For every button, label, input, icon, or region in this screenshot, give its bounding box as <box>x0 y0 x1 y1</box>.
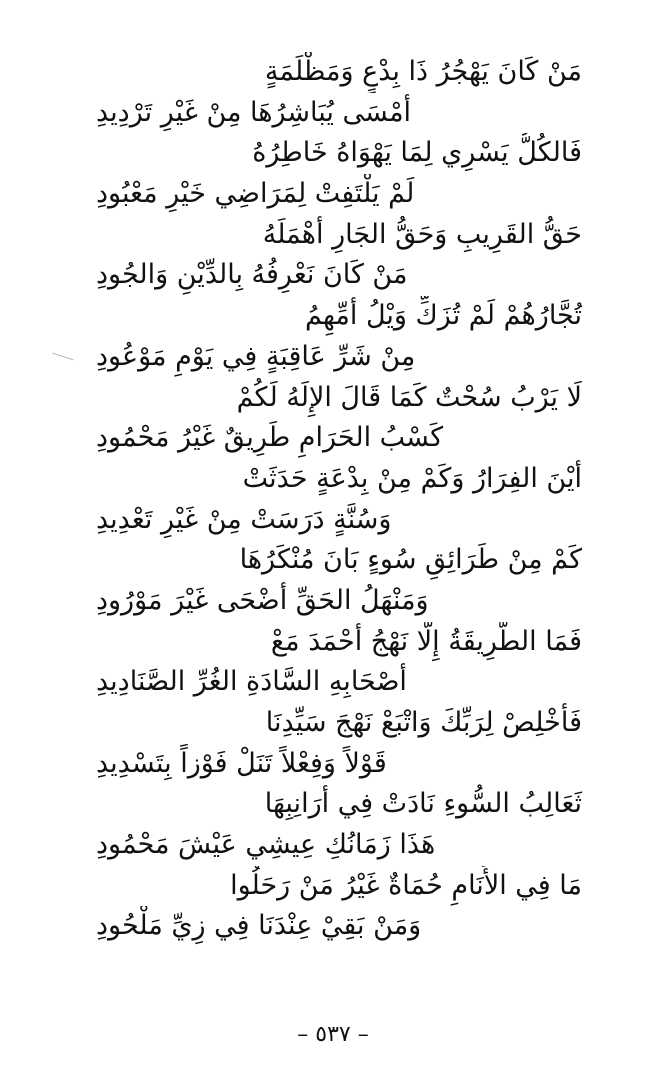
verse-line-18: قَوْلاً وَفِعْلاً تَنَلْ فَوْزاً بِتَسْدِيدِ <box>96 747 387 779</box>
verse-line-8: مِنْ شَرِّ عَاقِبَةٍ فِي يَوْمِ مَوْعُودِ <box>96 340 416 372</box>
verse-line-3: فَالكُلُّ يَسْرِي لِمَا يَهْوَاهُ خَاطِرُهُ <box>252 137 582 169</box>
page-number: – ٥٣٧ – <box>297 1022 369 1047</box>
verse-line-11: أَيْنَ الفِرَارُ وَكَمْ مِنْ بِدْعَةٍ حَدَثَتْ <box>242 462 582 494</box>
verse-line-19: ثَعَالِبُ السُّوءِ نَادَتْ فِي أَرَانِبِهَا <box>264 788 582 820</box>
verse-line-13: كَمْ مِنْ طَرَائِقِ سُوءٍ بَانَ مُنْكَرُهَا <box>239 544 582 576</box>
verse-line-10: كَسْبُ الحَرَامِ طَرِيقٌ غَيْرُ مَحْمُودِ <box>96 422 444 454</box>
margin-tick-mark <box>52 353 73 361</box>
verse-line-15: فَمَا الطَّرِيقَةُ إِلَّا نَهْجُ أَحْمَدَ مَعْ <box>270 625 582 657</box>
verse-line-14: وَمَنْهَلُ الحَقِّ أَضْحَى غَيْرَ مَوْرُودِ <box>96 584 429 616</box>
verse-line-12: وَسُنَّةٍ دَرَسَتْ مِنْ غَيْرِ تَعْدِيدِ <box>96 503 392 535</box>
verse-line-1: مَنْ كَانَ يَهْجُرُ ذَا بِدْعٍ وَمَظْلَمَةٍ <box>264 56 582 87</box>
poem-verses <box>90 52 590 947</box>
verse-line-2: أَمْسَى يُبَاشِرُهَا مِنْ غَيْرِ تَرْدِيدِ <box>96 96 412 128</box>
verse-line-9: لَا يَرْبُ سُحْتٌ كَمَا قَالَ الإِلَهُ لَكُمْ <box>236 381 582 413</box>
verse-line-4: لَمْ يَلْتَفِتْ لِمَرَاضِي خَيْرِ مَعْبُودِ <box>96 178 415 210</box>
verse-line-22: وَمَنْ بَقِيْ عِنْدَنَا فِي زِيِّ مَلْحُودِ <box>96 910 422 942</box>
verse-line-20: هَذَا زَمَانُكِ عِيشِي عَيْشَ مَحْمُودِ <box>96 829 436 861</box>
verse-line-6: مَنْ كَانَ نَعْرِفُهُ بِالدِّيْنِ وَالجُودِ <box>96 259 408 291</box>
verse-line-21: مَا فِي الأَنَامِ حُمَاةٌ غَيْرُ مَنْ رَحَلُوا <box>230 869 582 901</box>
verse-line-7: تُجَّارُهُمْ لَمْ تُزَكِّ وَيْلُ أُمِّهِمُ <box>305 300 582 332</box>
verse-line-16: أَصْحَابِهِ السَّادَةِ الغُرِّ الصَّنَادِيدِ <box>96 666 407 698</box>
verse-line-17: فَأَخْلِصْ لِرَبِّكَ وَاتْبَعْ نَهْجَ سَيِّدِنَا <box>265 707 582 738</box>
verse-line-5: حَقُّ القَرِيبِ وَحَقُّ الجَارِ أَهْمَلَهُ <box>262 218 582 250</box>
